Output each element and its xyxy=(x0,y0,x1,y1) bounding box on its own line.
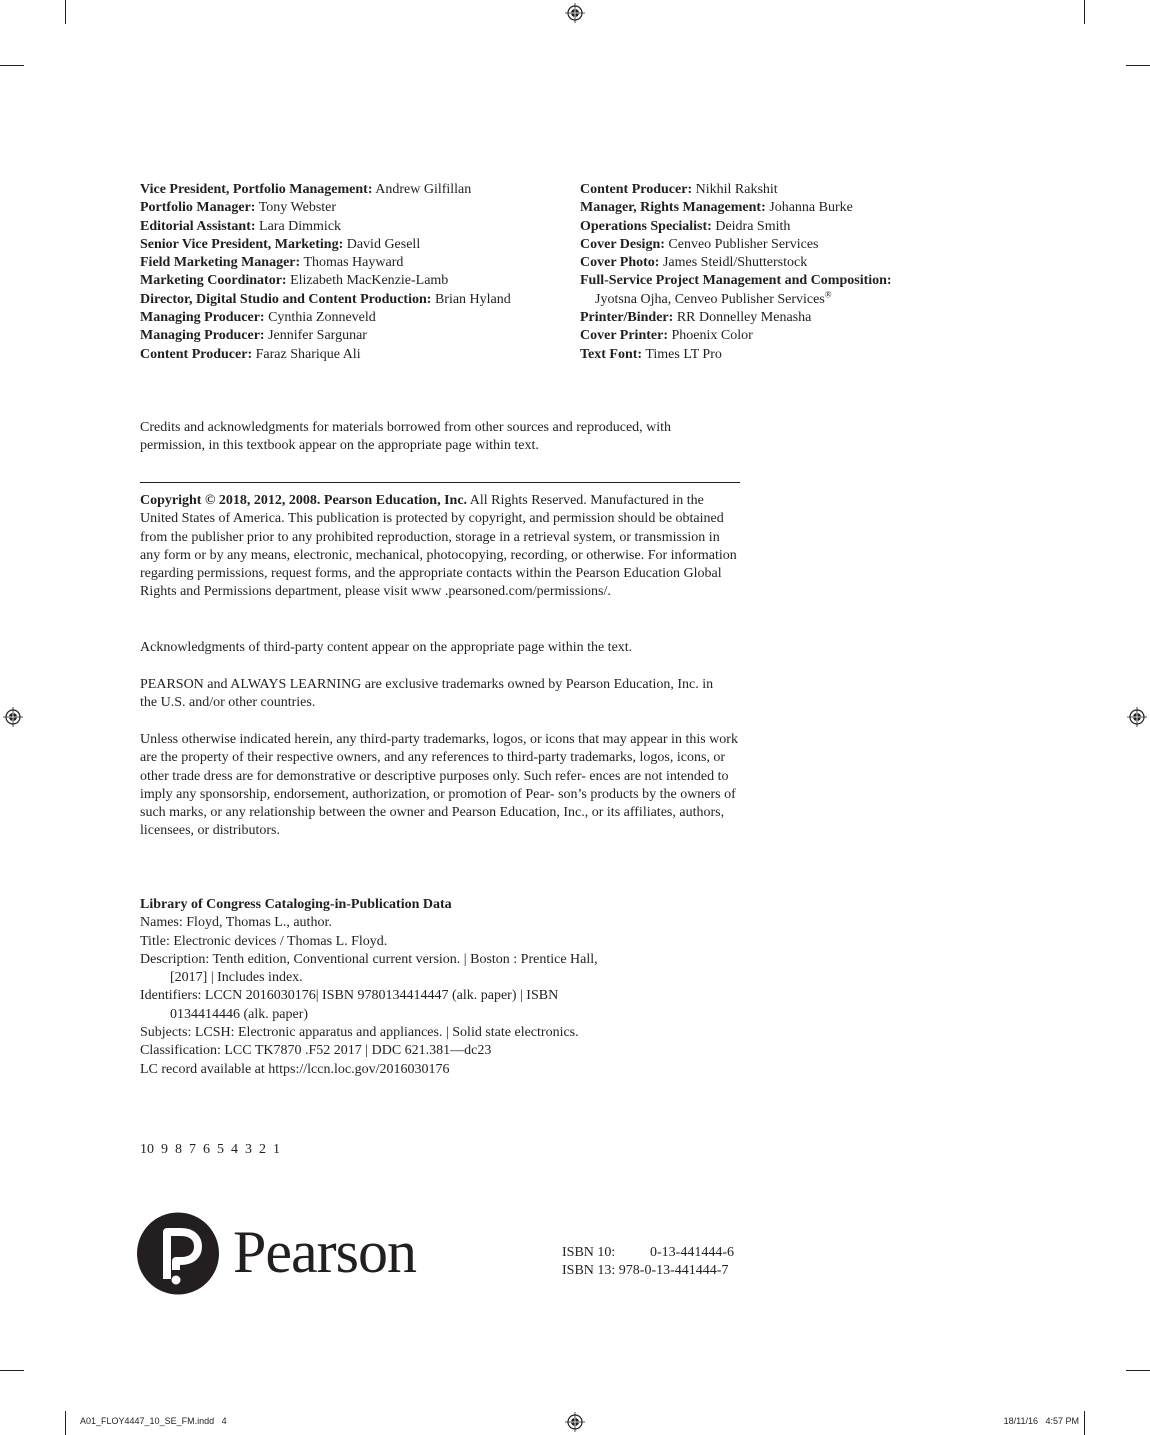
credits-right xyxy=(580,181,892,364)
copyright-notice xyxy=(140,492,740,602)
credit-line: Cover Printer: Phoenix Color xyxy=(580,328,753,344)
crop-mark xyxy=(65,0,66,24)
pearson-logo xyxy=(137,1208,437,1300)
copyright-body: All Rights Reserved. Manufactured in the United States of America. This publication is protected by copyright, and permission should be obtained from the publisher prior to any prohibited reproduction, storage in a retrieval system, or transmission in any form or by any means, electronic, mechanical, photocopying, recording, or otherwise. For information regarding permissions, request forms, and the appropriate contacts within the Pearson Education Global Rights and Permissions department, please visit www .pearsoned.com/permissions/. xyxy=(140,493,737,600)
credit-line: Field Marketing Manager: Thomas Hayward xyxy=(140,255,404,271)
crop-mark xyxy=(65,1411,66,1435)
cip-identifiers: Identifiers: LCCN 2016030176| ISBN 9780134414447 (alk. paper) | ISBN 0134414446 (alk. paper) xyxy=(140,988,559,1022)
crop-mark xyxy=(0,65,24,66)
crop-mark xyxy=(1084,1411,1085,1435)
crop-mark xyxy=(0,1370,24,1371)
isbn-block xyxy=(562,1244,734,1281)
credit-line: Manager, Rights Management: Johanna Burke xyxy=(580,200,853,216)
trademarks-notice: PEARSON and ALWAYS LEARNING are exclusive trademarks owned by Pearson Education, Inc. in the U.S. and/or other countries. xyxy=(140,677,714,711)
credit-line: Cover Photo: James Steidl/Shutterstock xyxy=(580,255,808,271)
pearson-wordmark: Pearson xyxy=(233,1219,416,1285)
credit-line: Operations Specialist: Deidra Smith xyxy=(580,218,791,234)
credit-line: Vice President, Portfolio Management: Andrew Gilfillan xyxy=(140,182,472,197)
crop-mark xyxy=(1126,1370,1150,1371)
slug-filename: A01_FLOY4447_10_SE_FM.indd 4 xyxy=(80,1416,227,1426)
registration-mark-icon xyxy=(565,3,585,23)
credit-line: Director, Digital Studio and Content Production: Brian Hyland xyxy=(140,291,511,307)
cip-classification: Classification: LCC TK7870 .F52 2017 | DDC 621.381—dc23 xyxy=(140,1043,492,1059)
cip-subjects: Subjects: LCSH: Electronic apparatus and appliances. | Solid state electronics. xyxy=(140,1025,579,1041)
printing-line: 10 9 8 7 6 5 4 3 2 1 xyxy=(140,1142,280,1157)
credit-line: Content Producer: Nikhil Rakshit xyxy=(580,182,778,197)
third-party-notice: Unless otherwise indicated herein, any third-party trademarks, logos, or icons that may appear in this work are the property of their respective owners, and any references to third-party trademarks, logos, icons, or other trade dress are for demonstrative or descriptive purposes only. Such refer- ences are not intended to imply any sponsorship, endorsement, authorization, or promotion of Pear- son’s products by the owners of such marks, or any relationship between the owner and Pearson Education, Inc., or its affiliates, authors, licensees, or distributors. xyxy=(140,732,738,839)
pearson-p-icon xyxy=(137,1208,219,1299)
credit-line: Senior Vice President, Marketing: David Gesell xyxy=(140,236,421,252)
cip-title: Title: Electronic devices / Thomas L. Floyd. xyxy=(140,933,388,949)
divider xyxy=(140,482,740,483)
crop-mark xyxy=(1126,65,1150,66)
cip-names: Names: Floyd, Thomas L., author. xyxy=(140,915,332,931)
isbn10-value: 0-13-441444-6 xyxy=(650,1245,734,1260)
slug-datetime: 18/11/16 4:57 PM xyxy=(1003,1416,1079,1426)
cip-heading: Library of Congress Cataloging-in-Publication Data xyxy=(140,897,452,912)
isbn13-value: 978-0-13-441444-7 xyxy=(618,1263,729,1279)
credit-line: Portfolio Manager: Tony Webster xyxy=(140,200,337,216)
credit-line: Marketing Coordinator: Elizabeth MacKenzie-Lamb xyxy=(140,273,449,289)
credit-line: Printer/Binder: RR Donnelley Menasha xyxy=(580,310,812,326)
registration-mark-icon xyxy=(1127,707,1147,727)
credit-line: Full-Service Project Management and Composition: xyxy=(580,273,892,289)
registration-mark-icon xyxy=(565,1412,585,1432)
registration-mark-icon xyxy=(3,707,23,727)
credit-line: Managing Producer: Jennifer Sargunar xyxy=(140,328,367,344)
cip-block xyxy=(140,896,610,1079)
credit-line: Cover Design: Cenveo Publisher Services xyxy=(580,236,819,252)
copyright-lead: Copyright © 2018, 2012, 2008. Pearson Education, Inc. xyxy=(140,493,468,508)
credit-line: Content Producer: Faraz Sharique Ali xyxy=(140,346,361,362)
acknowledgments: Acknowledgments of third-party content appear on the appropriate page within the text. xyxy=(140,640,633,655)
cip-record: LC record available at https://lccn.loc.gov/2016030176 xyxy=(140,1061,450,1077)
credits-note: Credits and acknowledgments for materials borrowed from other sources and reproduced, with permission, in this textbook appear on the appropriate page within text. xyxy=(140,420,672,454)
isbn13-label: ISBN 13: xyxy=(562,1263,616,1279)
credit-line: Editorial Assistant: Lara Dimmick xyxy=(140,218,342,234)
credit-line: Managing Producer: Cynthia Zonneveld xyxy=(140,310,376,326)
cip-description: Description: Tenth edition, Conventional current version. | Boston : Prentice Hall, [2017] | Includes index. xyxy=(140,951,598,986)
crop-mark xyxy=(1084,0,1085,24)
credits-left xyxy=(140,181,511,364)
credit-line: Jyotsna Ojha, Cenveo Publisher Services® xyxy=(595,289,832,307)
credit-line: Text Font: Times LT Pro xyxy=(580,346,722,362)
isbn10-label: ISBN 10: xyxy=(562,1245,616,1260)
